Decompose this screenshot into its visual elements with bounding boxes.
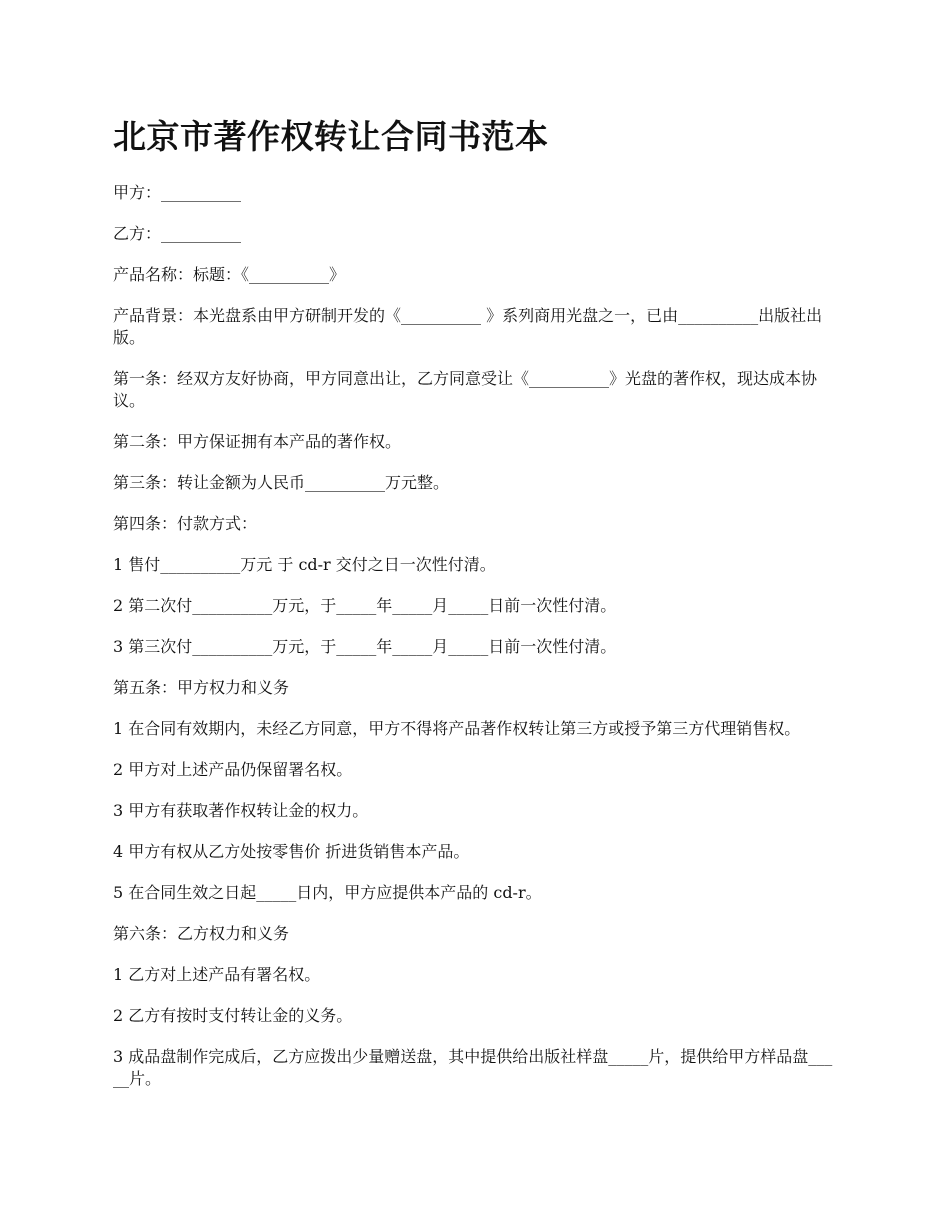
article-5-item-4: 4 甲方有权从乙方处按零售价 折进货销售本产品。 — [113, 842, 470, 861]
article-4-heading: 第四条：付款方式： — [113, 514, 258, 533]
clause-product-background: 产品背景：本光盘系由甲方研制开发的《__________ 》系列商用光盘之一，已由__________出版社出版。 — [113, 306, 823, 347]
article-3: 第三条：转让金额为人民币__________万元整。 — [113, 473, 450, 492]
clause-product-name: 产品名称：标题：《__________》 — [113, 265, 346, 284]
clause-party-b: 乙方：__________ — [113, 224, 242, 243]
article-6-heading: 第六条：乙方权力和义务 — [113, 924, 290, 943]
article-4-item-2: 2 第二次付__________万元，于_____年_____月_____日前一次性付清。 — [113, 596, 617, 615]
article-5-item-2: 2 甲方对上述产品仍保留署名权。 — [113, 760, 353, 779]
article-2: 第二条：甲方保证拥有本产品的著作权。 — [113, 432, 402, 451]
article-5-item-3: 3 甲方有获取著作权转让金的权力。 — [113, 801, 369, 820]
article-6-item-2: 2 乙方有按时支付转让金的义务。 — [113, 1006, 353, 1025]
article-5-heading: 第五条：甲方权力和义务 — [113, 678, 290, 697]
document-page — [113, 112, 838, 1109]
clause-party-a: 甲方：__________ — [113, 183, 242, 202]
document-title: 北京市著作权转让合同书范本 — [113, 117, 549, 156]
article-1: 第一条：经双方友好协商，甲方同意出让，乙方同意受让《__________》光盘的著作权，现达成本协议。 — [113, 369, 818, 410]
article-5-item-5: 5 在合同生效之日起_____日内，甲方应提供本产品的 cd-r。 — [113, 883, 542, 902]
article-6-item-1: 1 乙方对上述产品有署名权。 — [113, 965, 321, 984]
article-6-item-3: 3 成品盘制作完成后，乙方应拨出少量赠送盘，其中提供给出版社样盘_____片，提供给甲方样品盘_____片。 — [113, 1047, 833, 1088]
article-4-item-1: 1 售付__________万元 于 cd-r 交付之日一次性付清。 — [113, 555, 496, 574]
article-5-item-1: 1 在合同有效期内，未经乙方同意，甲方不得将产品著作权转让第三方或授予第三方代理销售权。 — [113, 719, 801, 738]
article-4-item-3: 3 第三次付__________万元，于_____年_____月_____日前一次性付清。 — [113, 637, 617, 656]
